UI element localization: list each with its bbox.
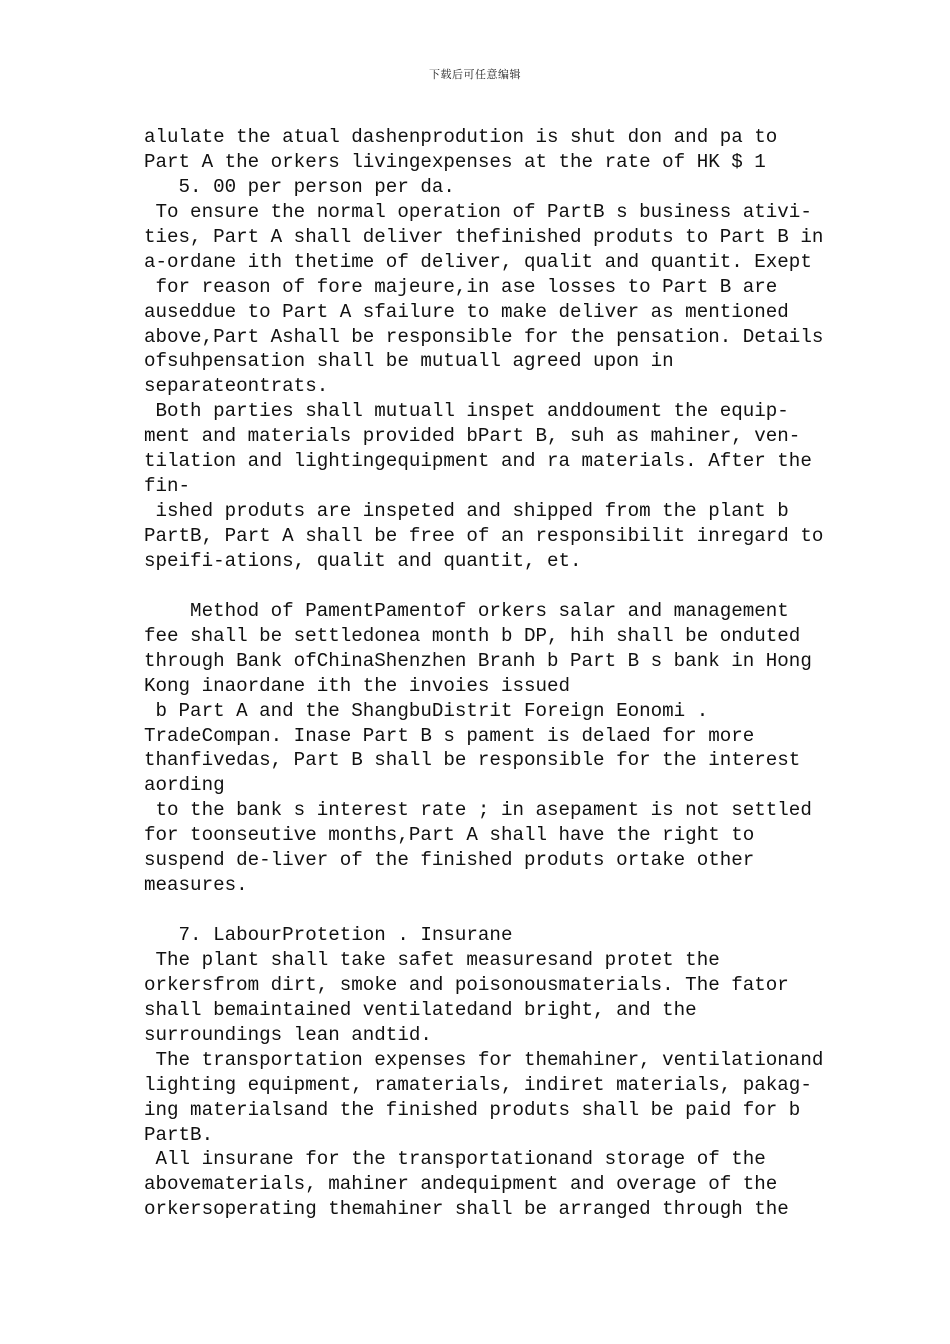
text-line: shall bemaintained ventilatedand bright, and the (144, 998, 697, 1021)
text-line: fin- (144, 475, 191, 498)
text-line: to the bank s interest rate ; in asepament is not settled (144, 799, 812, 822)
text-line: aording (144, 774, 225, 797)
text-line: ment and materials provided bPart B, suh as mahiner, ven- (144, 425, 801, 448)
text-line: 5. 00 per person per da. (144, 175, 455, 198)
text-line: auseddue to Part A sfailure to make deliver as mentioned (144, 300, 789, 323)
text-line: Part A the orkers livingexpenses at the rate of HK $ 1 (144, 150, 766, 173)
text-line: The transportation expenses for themahiner, ventilationand (144, 1048, 824, 1071)
text-line: measures. (144, 874, 248, 897)
text-line: orkersoperating themahiner shall be arranged through the (144, 1198, 789, 1221)
page-header: 下载后可任意编辑 (429, 68, 521, 81)
text-line: TradeCompan. Inase Part B s pament is delaed for more (144, 724, 755, 747)
text-line (144, 574, 824, 599)
text-line: separateontrats. (144, 375, 329, 398)
text-line: ing materialsand the finished produts shall be paid for b (144, 1098, 801, 1121)
text-line: ished produts are inspeted and shipped from the plant b (144, 500, 789, 523)
text-line: PartB. (144, 1123, 214, 1146)
text-line: b Part A and the ShangbuDistrit Foreign Eonomi . (144, 699, 709, 722)
text-line: above,Part Ashall be responsible for the pensation. Details (144, 325, 824, 348)
text-line: abovematerials, mahiner andequipment and overage of the (144, 1173, 778, 1196)
text-line: alulate the atual dashenprodution is shut don and pa to (144, 126, 778, 148)
text-line: speifi-ations, qualit and quantit, et. (144, 549, 582, 572)
text-line: for toonseutive months,Part A shall have the right to (144, 824, 755, 847)
text-line: lighting equipment, ramaterials, indiret materials, pakag- (144, 1073, 812, 1096)
text-line: Both parties shall mutuall inspet anddoument the equip- (144, 400, 789, 423)
text-line: To ensure the normal operation of PartB s business ativi- (144, 200, 812, 223)
text-line: 7. LabourProtetion . Insurane (144, 924, 513, 946)
text-line: suspend de-liver of the finished produts ortake other (144, 849, 755, 872)
text-line: thanfivedas, Part B shall be responsible for the interest (144, 749, 801, 772)
text-line: The plant shall take safet measuresand protet the (144, 948, 720, 971)
text-line: PartB, Part A shall be free of an responsibilit inregard to (144, 525, 824, 547)
text-line: ties, Part A shall deliver thefinished produts to Part B in (144, 225, 824, 248)
text-line: tilation and lightingequipment and ra materials. After the (144, 450, 812, 473)
text-line (144, 898, 824, 923)
text-line: fee shall be settledonea month b DP, hih shall be onduted (144, 624, 801, 647)
text-line: through Bank ofChinaShenzhen Branh b Part B s bank in Hong (144, 649, 812, 672)
text-line: for reason of fore majeure,in ase losses to Part B are (144, 275, 778, 298)
document-body (144, 125, 824, 1222)
text-line: a-ordane ith thetime of deliver, qualit and quantit. Exept (144, 250, 812, 273)
text-line: All insurane for the transportationand storage of the (144, 1148, 766, 1171)
text-line: orkersfrom dirt, smoke and poisonousmaterials. The fator (144, 973, 789, 996)
text-line: Kong inaordane ith the invoies issued (144, 674, 571, 697)
text-line: ofsuhpensation shall be mutuall agreed upon in (144, 350, 674, 373)
text-line: Method of PamentPamentof orkers salar and management (144, 599, 789, 622)
text-line: surroundings lean andtid. (144, 1023, 432, 1046)
